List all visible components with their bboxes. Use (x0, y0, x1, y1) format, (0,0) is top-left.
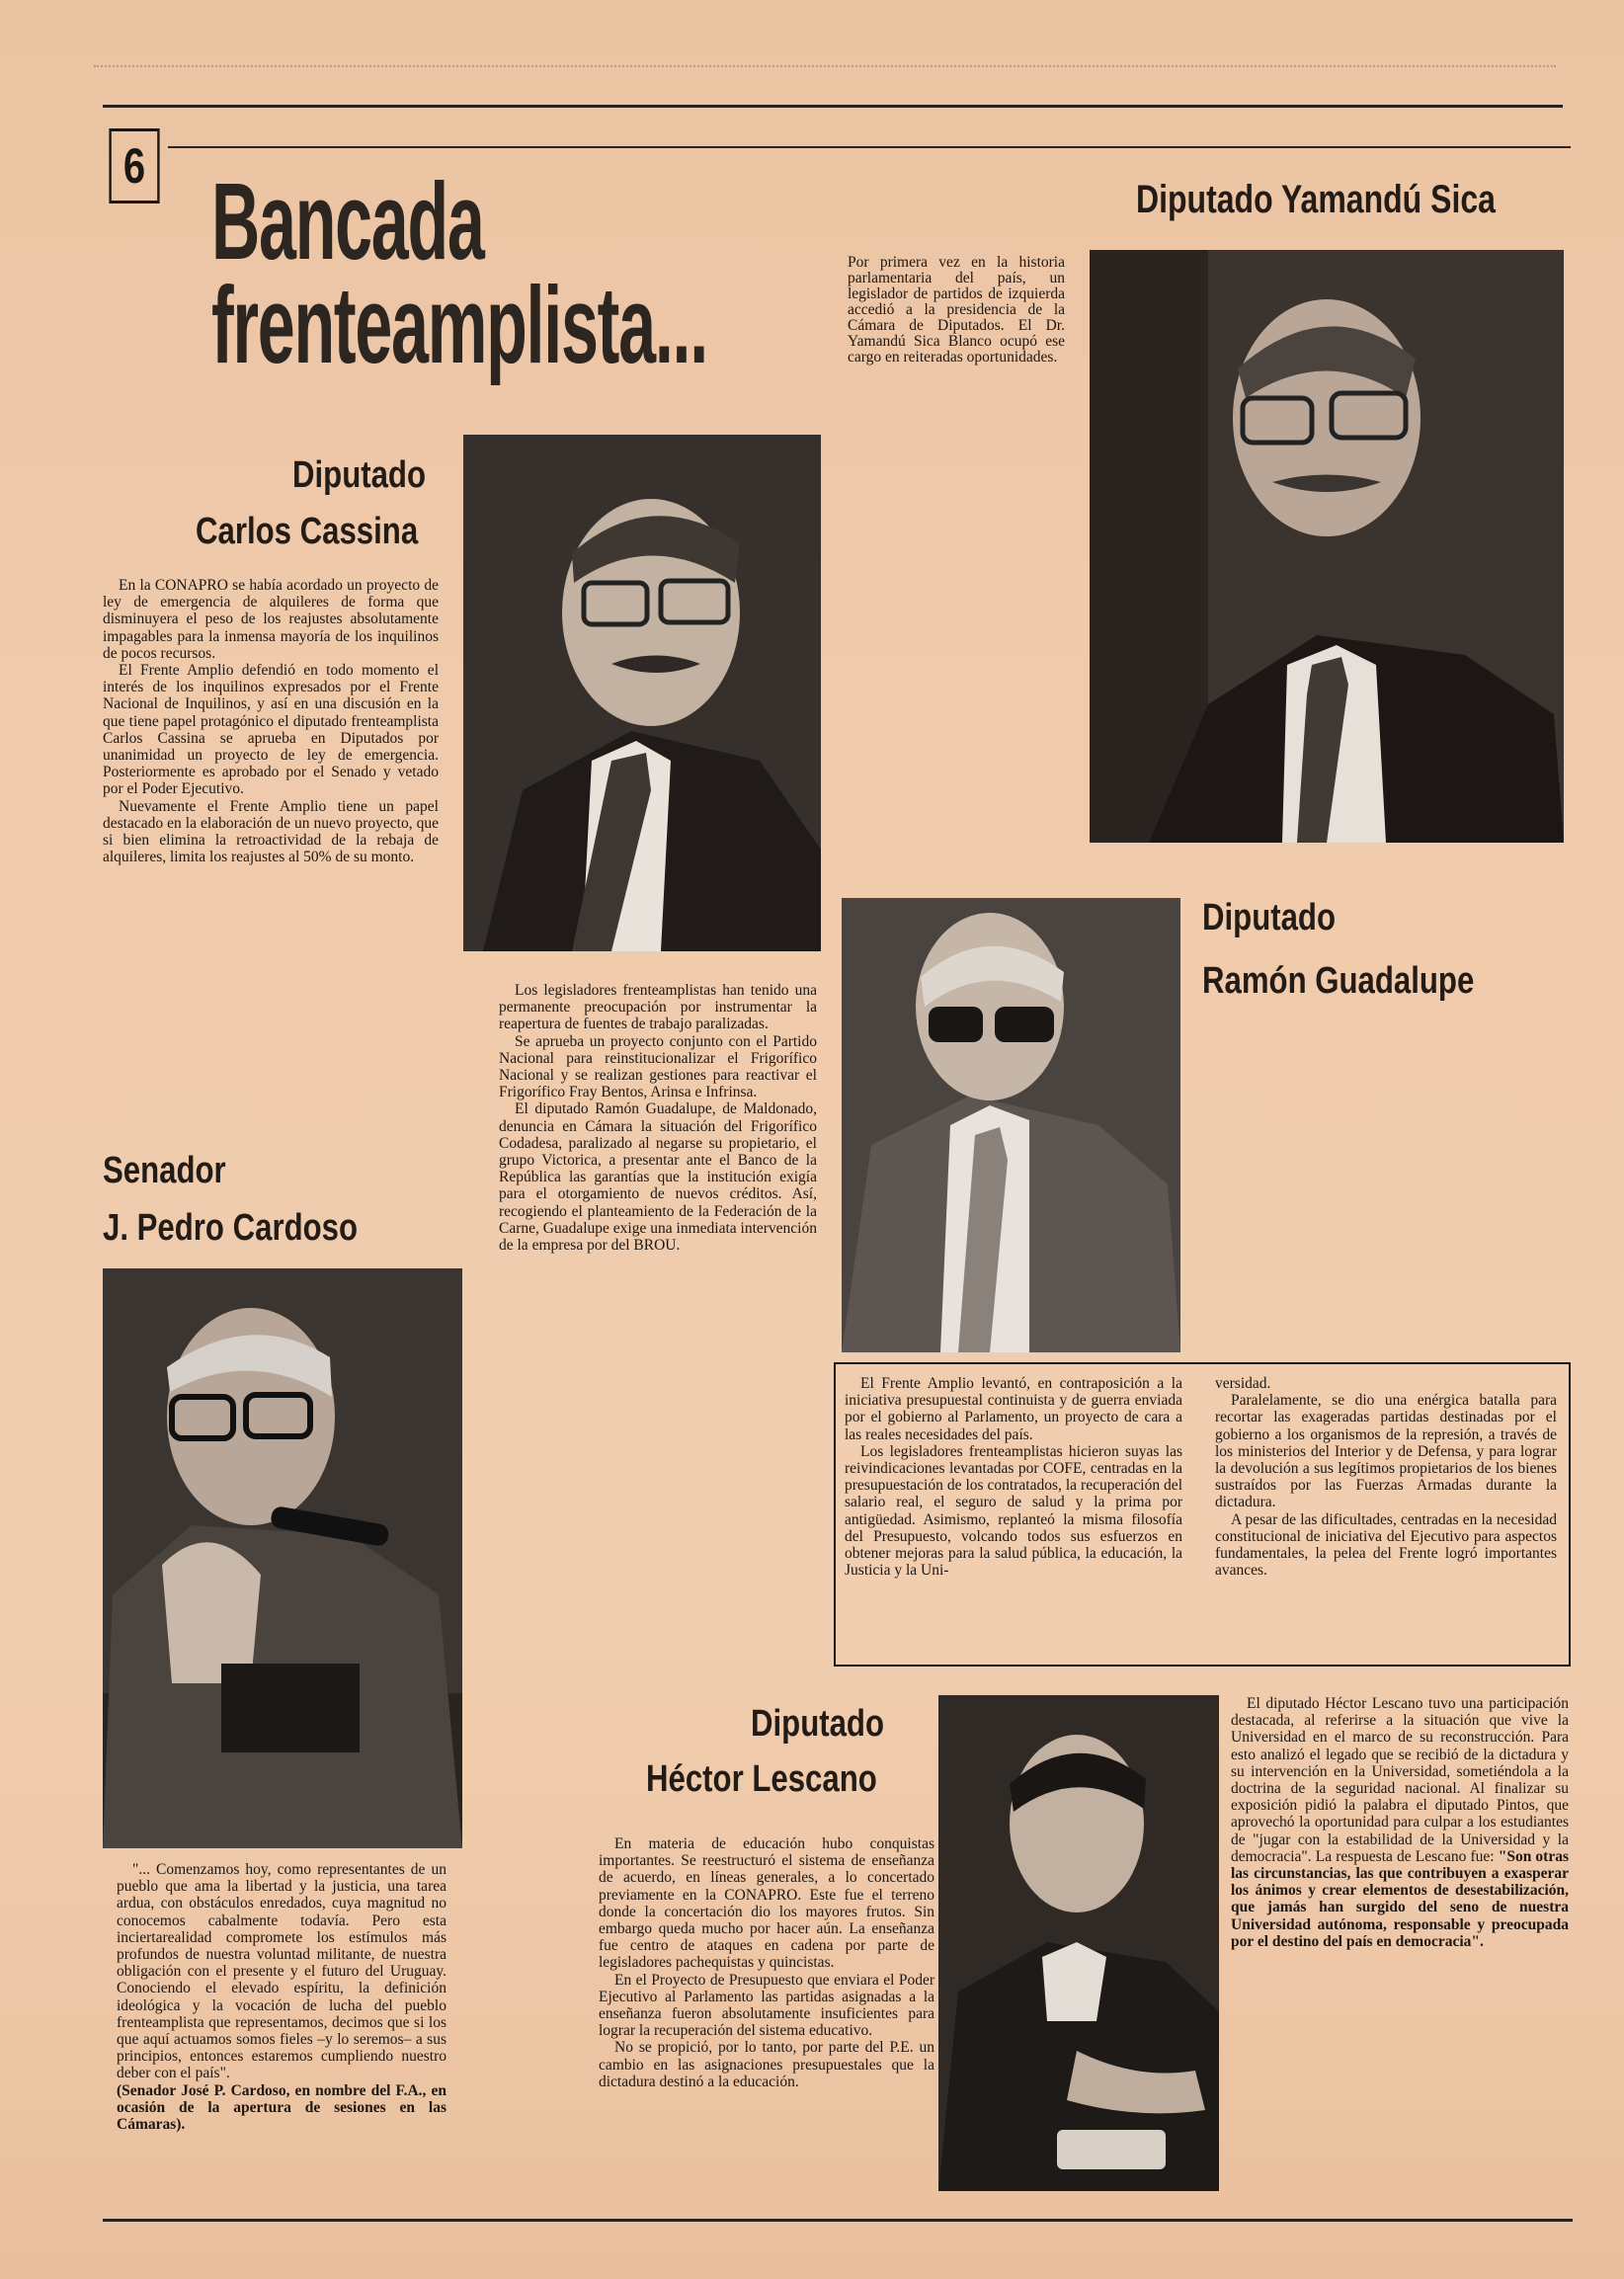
cassina-caption-line-1: Diputado (292, 454, 427, 496)
cardoso-quote-column (117, 1861, 447, 2133)
cassina-column (103, 577, 439, 865)
bottom-rule (103, 2219, 1573, 2222)
cassina-paragraph-3: Nuevamente el Frente Amplio tiene un papel destacado en la elaboración de un nuevo proyecto, que si bien elimina la retroactividad de la rebaja de alquileres, limita los reajustes al 50% de su monto. (103, 797, 439, 866)
lescano-right-column (1231, 1695, 1569, 1950)
cassina-paragraph-2: El Frente Amplio defendió en todo momento el interés de los inquilinos expresados por el Frente Nacional de Inquilinos, y así en una discusión en la que tiene papel protagónico el diputado frenteamplista Carlos Cassina se aprueba en Diputados por unanimidad un proyecto de ley de emergencia. Posteriormente es aprobado por el Senado y vetado por el Poder Ejecutivo. (103, 662, 439, 798)
cassina-caption-line-2: Carlos Cassina (196, 511, 419, 552)
header-rule (168, 146, 1571, 148)
guadalupe-paragraph-3: El diputado Ramón Guadalupe, de Maldonado, denuncia en Cámara la situación del Frigorífico Codadesa, paralizado al negarse su propietario, el grupo Victorica, a presentar ante el Banco de la República las garantías que la institución exigía para el otorgamiento de nuevos créditos. Así, recogiendo el planteamiento de la Federación de la Carne, Guadalupe exige una inmediata intervención de la empresa por del BROU. (499, 1100, 817, 1255)
headline-line-2: frenteamplista... (211, 265, 707, 386)
cardoso-attribution: (Senador José P. Cardoso, en nombre del F.A., en ocasión de la apertura de sesiones en las Cámaras). (117, 2081, 447, 2134)
lescano-column (599, 1835, 934, 2090)
guadalupe-paragraph-1: Los legisladores frenteamplistas han tenido una permanente preocupación por instrumentar la reapertura de fuentes de trabajo paralizadas. (499, 982, 817, 1033)
sica-caption: Diputado Yamandú Sica (1136, 178, 1496, 221)
photo-hector-lescano (938, 1695, 1219, 2191)
budget-paragraph-3: Paralelamente, se dio una enérgica batalla para recortar las exageradas partidas destinadas por el gobierno a los organismos de la represión, a través de los ministerios del Interior y de Defensa, y para lograr la devolución a sus legítimos propietarios de los bienes sustraídos por las Fuerzas Armadas durante la dictadura. (1215, 1392, 1557, 1511)
lescano-paragraph-2: En el Proyecto de Presupuesto que enviara el Poder Ejecutivo al Parlamento las partidas asignadas a la enseñanza fueron absolutamente insuficientes para lograr la recuperación del sistema educativo. (599, 1971, 934, 2040)
top-rule (103, 105, 1563, 108)
budget-paragraph-4: A pesar de las dificultades, centradas en la necesidad constitucional de iniciativa del Ejecutivo para aspectos fundamentales, la pelea del Frente logró importantes avances. (1215, 1510, 1557, 1580)
sica-text (848, 255, 1065, 366)
lescano-right-intro: El diputado Héctor Lescano tuvo una participación destacada, al referirse a la situación que vive la Universidad en el marco de su reconstrucción. Para esto analizó el legado que se recibió de la dictadura y su intervención en la Universidad, sometiéndola a la doctrina de la seguridad nacional. Al finalizar su exposición pidió la palabra el diputado Pintos, que aprovechó la oportunidad para culpar a los estudiantes de "jugar con la estabilidad de la Universidad y la democracia". La respuesta de Lescano fue: (1231, 1695, 1569, 1865)
top-dotted-rule (94, 65, 1556, 73)
budget-right-lead: versidad. (1215, 1375, 1271, 1392)
sica-paragraph: Por primera vez en la historia parlamentaria del país, un legislador de partidos de izquierda accedió a la presidencia de la Cámara de Diputados. El Dr. Yamandú Sica Blanco ocupó ese cargo en reiteradas oportunidades. (848, 254, 1065, 366)
lescano-caption-line-1: Diputado (751, 1703, 885, 1745)
headline-line-1: Bancada (211, 161, 484, 283)
guadalupe-paragraph-2: Se aprueba un proyecto conjunto con el Partido Nacional para reinstitucionalizar el Frigorífico Nacional y se realizan gestiones para reactivar el Frigorífico Fray Bentos, Arinsa e Infrinsa. (499, 1032, 817, 1101)
budget-paragraph-1: El Frente Amplio levantó, en contraposición a la iniciativa presupuestal continuista y de guerra enviada por el gobierno al Parlamento, un proyecto de cara a las reales necesidades del país. (845, 1375, 1182, 1443)
guadalupe-caption-line-2: Ramón Guadalupe (1202, 960, 1475, 1002)
lescano-right-quote: "Son otras las circunstancias, las que contribuyen a exasperar los ánimos y crear elementos de desestabilización, que jamás han surgido del seno de nuestra Universidad autónoma, responsable y preocupada por el destino del país en democracia". (1231, 1847, 1570, 1950)
cardoso-quote: "... Comenzamos hoy, como representantes de un pueblo que ama la libertad y la justicia, una tarea ardua, con obstáculos enredados, cuya magnitud no conocemos cabalmente todavía. Pero esta inciertarealidad compromete los estímulos más profundos de nuestra voluntad militante, de nuestra obligación con el presente y el futuro del Uruguay. Conociendo el elevado espíritu, la definición ideológica y la vocación de lucha del pueblo frenteamplista que representamos, decimos que si los que aquí actuamos somos fieles –y lo seremos– a sus principios, entonces estaremos cumpliendo nuestro deber con el país". (117, 1861, 447, 2082)
guadalupe-column (499, 982, 817, 1254)
cardoso-caption-line-1: Senador (103, 1150, 226, 1191)
photo-ramon-guadalupe (842, 898, 1180, 1352)
photo-yamandu-sica (1090, 250, 1564, 843)
lescano-paragraph-1: En materia de educación hubo conquistas importantes. Se reestructuró el sistema de enseñanza de acuerdo, en líneas generales, a lo concertado previamente en la CONAPRO. Este fue el terreno donde la concertación dio los mayores frutos. Sin embargo queda mucho por hacer aún. La enseñanza fue centro de ataques en cadena por parte de legisladores pachequistas y quincistas. (599, 1835, 934, 1972)
photo-carlos-cassina (463, 435, 821, 951)
headline (211, 161, 707, 386)
cardoso-caption-line-2: J. Pedro Cardoso (103, 1207, 359, 1249)
guadalupe-caption-line-1: Diputado (1202, 897, 1337, 938)
budget-paragraph-2: Los legisladores frenteamplistas hicieron suyas las reivindicaciones levantadas por COFE, centradas en la presupuestación de los contratados, la recuperación del salario real, el seguro de salud y la prima por antigüedad. Asimismo, replanteó la misma filosofía del Presupuesto, volcando todos sus esfuerzos en obtener mejoras para la salud pública, la educación, la Justicia y la Uni- (845, 1442, 1182, 1580)
lescano-caption-line-2: Héctor Lescano (646, 1758, 877, 1800)
cassina-paragraph-1: En la CONAPRO se había acordado un proyecto de ley de emergencia de alquileres de forma que disminuyera el peso de los reajustes absolutamente impagables para la inmensa mayoría de los inquilinos de pocos recursos. (103, 577, 439, 662)
lescano-right-paragraph (1231, 1695, 1569, 1950)
photo-pedro-cardoso (103, 1268, 462, 1848)
page-number: 6 (109, 128, 159, 203)
lescano-paragraph-3: No se propició, por lo tanto, por parte del P.E. un cambio en las asignaciones presupuestales que la dictadura destinó a la educación. (599, 2039, 934, 2090)
budget-box-right-column (1215, 1375, 1557, 1579)
budget-box-left-column (845, 1375, 1182, 1579)
